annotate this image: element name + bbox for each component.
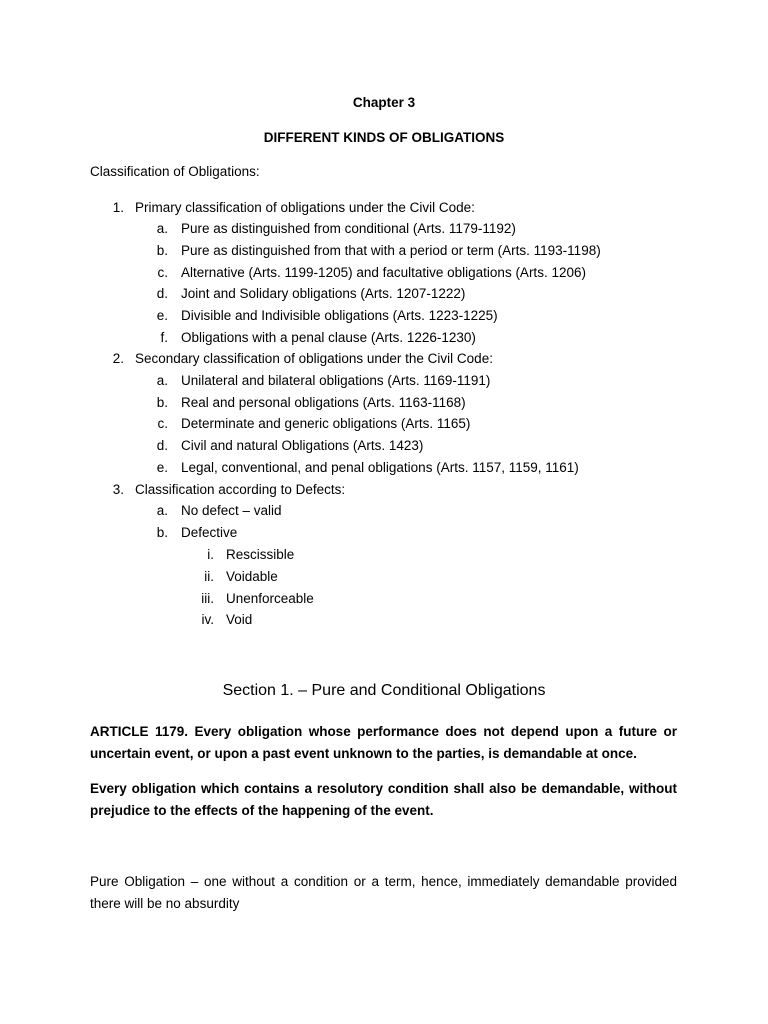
article-paragraph: ARTICLE 1179. Every obligation whose performance does not depend upon a future or uncertain event, or upon a past event unknown to the parties, is demandable at once. [90,724,677,761]
list-item: Classification according to Defects: [135,482,346,497]
roman-item: Unenforceable [226,591,314,606]
sublist-marker: d. [156,286,168,301]
sublist-item: Civil and natural Obligations (Arts. 1423) [181,438,424,453]
roman-marker: ii. [204,569,214,584]
sublist-marker: b. [156,243,168,258]
sublist-marker: a. [156,503,168,518]
sublist-marker: b. [156,395,168,410]
sublist-item: No defect – valid [181,503,282,518]
roman-item: Rescissible [226,547,295,562]
section-heading: Section 1. – Pure and Conditional Obligations [222,682,546,699]
sublist-marker: e. [156,460,168,475]
sublist-item: Defective [181,525,238,540]
sublist-marker: c. [157,265,168,280]
sublist-item: Legal, conventional, and penal obligations (Arts. 1157, 1159, 1161) [181,460,579,475]
sublist-marker: a. [156,221,168,236]
article-paragraph: Every obligation which contains a resolutory condition shall also be demandable, without prejudice to the effects of the happening of the event. [90,781,677,818]
sublist-item: Determinate and generic obligations (Arts. 1165) [181,416,471,431]
chapter-title: DIFFERENT KINDS OF OBLIGATIONS [263,130,505,145]
sublist-marker: f. [160,330,168,345]
roman-item: Voidable [226,569,278,584]
roman-marker: iv. [201,612,214,627]
sublist-item: Divisible and Indivisible obligations (Arts. 1223-1225) [181,308,498,323]
sublist-item: Real and personal obligations (Arts. 1163-1168) [181,395,466,410]
definition-paragraph: Pure Obligation – one without a condition or a term, hence, immediately demandable provided there will be no absurdity [90,874,677,911]
sublist-item: Obligations with a penal clause (Arts. 1226-1230) [181,330,476,345]
sublist-item: Unilateral and bilateral obligations (Arts. 1169-1191) [181,373,491,388]
sublist-marker: d. [156,438,168,453]
list-marker: 1. [112,200,124,215]
chapter-label: Chapter 3 [352,95,416,110]
list-item: Primary classification of obligations under the Civil Code: [135,200,475,215]
list-item: Secondary classification of obligations under the Civil Code: [135,351,493,366]
sublist-marker: c. [157,416,168,431]
roman-marker: i. [207,547,214,562]
sublist-item: Pure as distinguished from that with a period or term (Arts. 1193-1198) [181,243,601,258]
sublist-marker: a. [156,373,168,388]
sublist-item: Joint and Solidary obligations (Arts. 1207-1222) [181,286,466,301]
list-marker: 3. [112,482,124,497]
intro-text: Classification of Obligations: [90,164,260,179]
sublist-item: Alternative (Arts. 1199-1205) and facultative obligations (Arts. 1206) [181,265,586,280]
sublist-marker: e. [156,308,168,323]
roman-marker: iii. [201,591,214,606]
roman-item: Void [226,612,253,627]
list-marker: 2. [112,351,124,366]
sublist-marker: b. [156,525,168,540]
sublist-item: Pure as distinguished from conditional (Arts. 1179-1192) [181,221,516,236]
